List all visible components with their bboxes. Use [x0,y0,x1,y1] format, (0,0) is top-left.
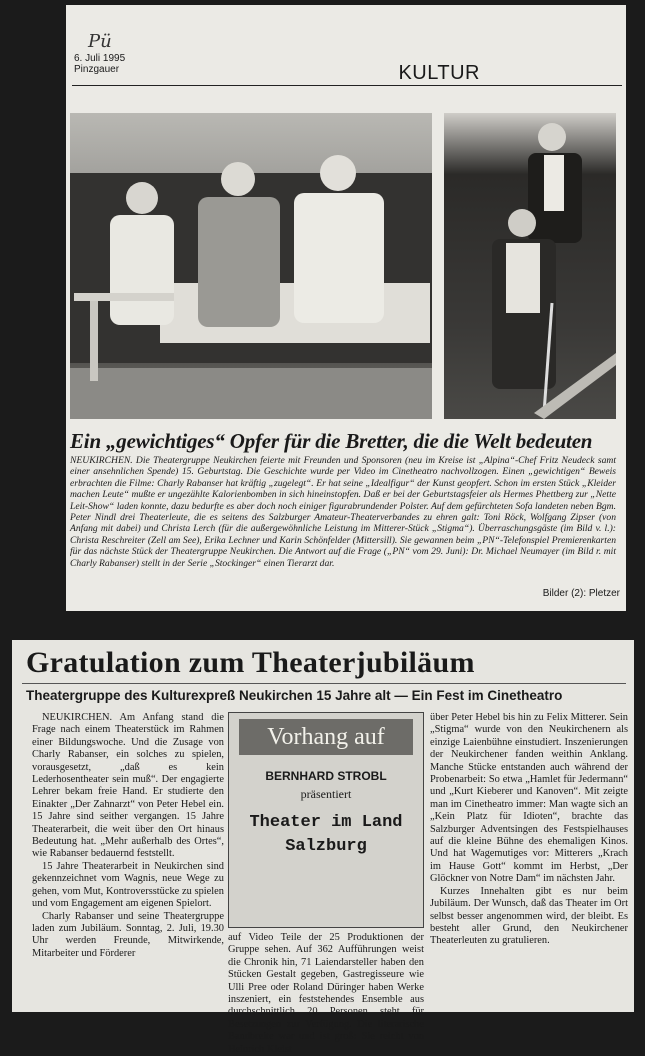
ad-show-title: Theater im Land Salzburg [249,813,403,856]
theater-advertisement [228,712,424,928]
divider [22,683,626,684]
date-line: 6. Juli 1995 [74,53,126,64]
article-text: NEUKIRCHEN. Die Theatergruppe Neukirchen feierte mit Freunden und Sponsoren (neu im Kreise ist „Alpina“-Chef Fritz Neudeck samt einer ansehnlichen Spende) 15. Geburtstag. Die Geschichte wurde per Video im Cinetheatro nachvollzogen. Einen „gewichtigen“ Beweis erbrachten die Filme: Charly Rabanser hat kräftig „zugelegt“. Er hat seine „Idealfigur“ der Kunst geopfert. Schon im ersten Stück „Kleider machen Leute“ mußte er ungezählte Kalorienbomben in sich hineinstopfen. Daß er bei der Geburtstagsfeier als Hermes Phettberg zur „Nette Leit-Show“ laden konnte, dazu bedurfte es aber doch noch einiger figurabrundender Polster. Auf dem gefürchteten Sofa landeten neben Bgm. Peter Nindl drei Theaterleute, die es seitens des Salzburger Amateur-Theaterverbandes zu ehren galt: Toni Röck, Wolfgang Zipser (von Anfang mit dabei) und Christa Lerch (für die außergewöhnliche Leistung im Mitterer-Stück „Stigma“). Überraschungsgäste (im Bild v. l.): Christa Reschreiter (Zell am See), Erika Lechner und Karin Schönfelder (Mittersill). Sie gewannen beim „PN“-Telefonspiel Premierenkarten für das nächste Stück der Theatergruppe Neukirchen. Die Antwort auf die Frage („PN“ vom 29. Juni): Dr. Michael Neumayer (im Bild r. mit Charly Rabanser) stellt in der Serie „Stockinger“ einen Tierarzt dar. [70,455,616,569]
paper-name: Pinzgauer [74,64,120,75]
photo-stage-actors [444,113,616,419]
paragraph: auf Video Teile der 25 Produktionen der Gruppe sehen. Auf 362 Aufführungen weist die Chronik hin, 71 Laiendarsteller haben den Stücken Gestalt gegeben, Gastregisseure wie Ulli Pree oder Roland Düringer haben Werke inszeniert, ein feststehendes Ensemble aus durchschnittlich 20 Personen steht für Besetzungen zur Verfügung. Die literarische Bandbreite war und ist groß: Sie reicht von Heinrich Kleist [228,932,424,1055]
paragraph: 15 Jahre Theaterarbeit in Neukirchen sind gekennzeichnet vom Wagnis, neue Wege zu gehen, vom Mut, Kontroversstücke zu spielen und vom Engagement am eigenen Spielort. [32,860,224,910]
ad-title: Vorhang auf [239,719,413,755]
ad-presents: präsentiert [300,787,352,801]
paragraph: Charly Rabanser und seine Theatergruppe laden zum Jubiläum. Sonntag, 2. Juli, 19.30 Uhr werden Freunde, Mitwirkende, Mitarbeiter und Förderer [32,910,224,959]
photo-sofa-guests [70,113,432,419]
article-column-1 [32,712,224,960]
ad-presenter: BERNHARD STROBL [265,769,387,783]
handwritten-initials: Pü [88,31,112,52]
article-column-3 [430,712,628,948]
newspaper-clipping-kultur [66,5,626,611]
divider [72,85,622,86]
clipping-headline: Ein „gewichtiges“ Opfer für die Bretter, die die Welt bedeuten [70,429,593,453]
article-headline: Gratulation zum Theaterjubiläum [26,646,475,679]
newspaper-clipping-jubilaeum [12,640,634,1055]
paragraph: NEUKIRCHEN. Am Anfang stand die Frage nach einem Theaterstück im Rahmen einer Bildungswoche. Und die Zusage von Charly Rabanser, ein solches zu spielen, vorausgesetzt, „daß es kein Lederhosentheater sein muß“. Der engagierte Lehrer bekam freie Hand. Er studierte den Einakter „Der Zahnarzt“ von Peter Hebel ein. 15 Jahre sind seither vergangen. 15 Jahre Theaterarbeit, die weit über den Ort hinaus Bedeutung hat. „Mehr außerhalb des Ortes“, wie Rabanser bedauernd feststellt. [32,712,224,860]
photo-credit: Bilder (2): Pletzer [542,588,620,599]
paragraph: über Peter Hebel bis hin zu Felix Mitterer. Sein „Stigma“ wurde von den Neukirchenern als einzige Laienbühne einstudiert. Inszenierungen der Neukirchener fanden weithin Anklang. Manche Stücke entstanden auch während der Probenarbeit: So etwa „Hamlet für Jedermann“ und „Kurt Kieberer und Kanoven“. Mit zeigte man im Cinetheatro immer: Man wagte sich an „Kein Platz für Idioten“, brachte das Salzburger Adventsingen des Festspielhauses auf die kleine Bühne des ehemaligen Kinos. Und hat Wagemutiges vor: Mitterers „Krach im Hause Gott“ kommt im Herbst, „Der Glöckner von Notre Dam“ im nächsten Jahr. [430,712,628,885]
paragraph: Kurzes Innehalten gibt es nur beim Jubiläum. Der Wunsch, daß das Theater im Ort selbst besser angenommen wird, der bleibt. Es besteht aller Grund, den Neukirchener Theaterleuten zu gratulieren. [430,885,628,947]
article-subhead: Theatergruppe des Kulturexpreß Neukirchen 15 Jahre alt — Ein Fest im Cinetheatro [26,688,563,703]
publication-date [74,53,125,75]
article-column-2 [228,932,424,1056]
section-title: KULTUR [398,62,480,84]
